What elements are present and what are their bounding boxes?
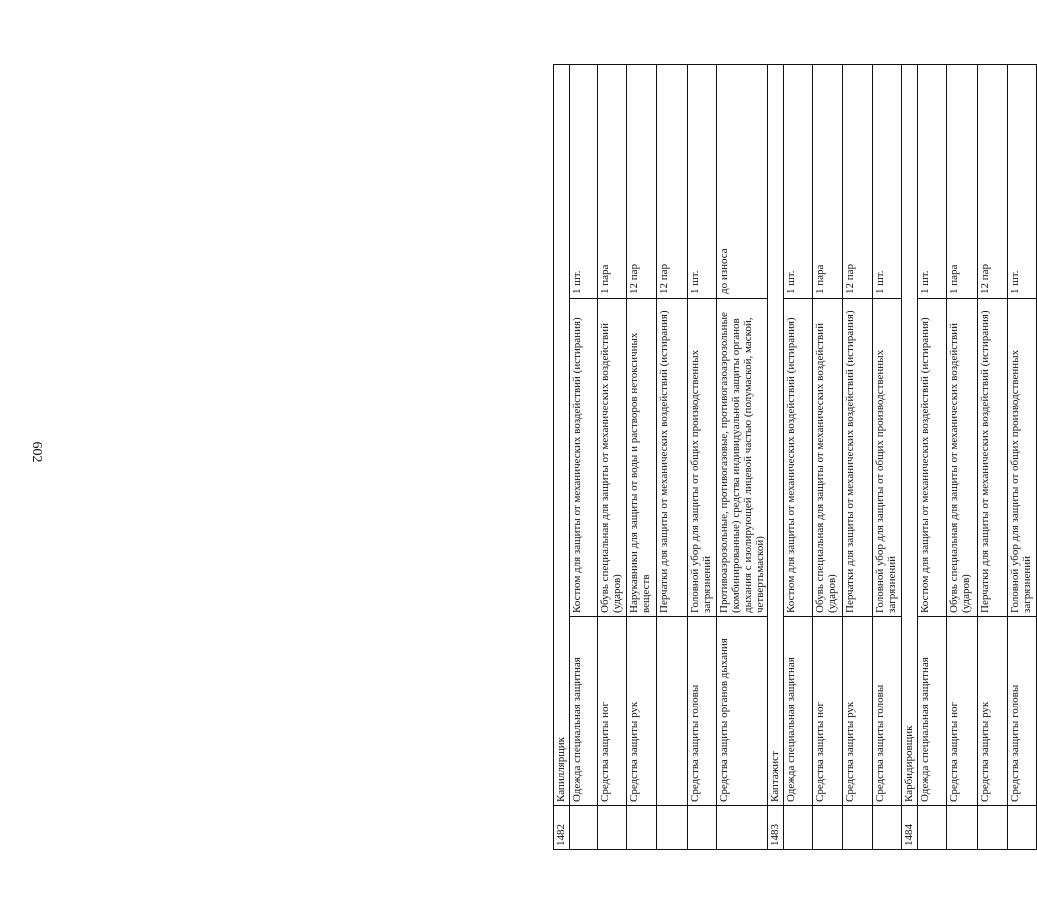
empty-cell [784, 806, 813, 850]
empty-cell [813, 806, 843, 850]
ppe-quantity: 1 пара [598, 65, 627, 299]
ppe-category: Одежда специальная защитная [784, 617, 813, 806]
profession-row [554, 65, 570, 850]
entry-number: 1482 [554, 806, 570, 850]
ppe-quantity: 12 пар [657, 65, 688, 299]
profession-row [768, 65, 784, 850]
ppe-category: Средства защиты рук [627, 617, 657, 806]
ppe-item-name: Нарукавники для защиты от воды и растворов нетоксичных веществ [627, 299, 657, 617]
ppe-category: Средства защиты ног [947, 617, 978, 806]
ppe-category: Средства защиты рук [843, 617, 873, 806]
table-row [978, 65, 1008, 850]
ppe-item-name: Костюм для защиты от механических воздействий (истирания) [784, 299, 813, 617]
ppe-quantity: 1 пара [947, 65, 978, 299]
table-body [554, 65, 1037, 850]
ppe-quantity: 12 пар [627, 65, 657, 299]
ppe-category: Средства защиты рук [978, 617, 1008, 806]
ppe-quantity: 1 пара [813, 65, 843, 299]
table-row [627, 65, 657, 850]
table-row [947, 65, 978, 850]
ppe-quantity: 1 шт. [784, 65, 813, 299]
ppe-item-name: Обувь специальная для защиты от механических воздействий (ударов) [947, 299, 978, 617]
empty-cell [627, 806, 657, 850]
table-row [784, 65, 813, 850]
empty-cell [717, 806, 768, 850]
table-row [717, 65, 768, 850]
profession-name: Капиллярщик [554, 65, 570, 806]
table-row [813, 65, 843, 850]
profession-name: Каптажист [768, 65, 784, 806]
empty-cell [598, 806, 627, 850]
ppe-item-name: Головной убор для защиты от общих производственных загрязнений [873, 299, 902, 617]
empty-cell [570, 806, 598, 850]
empty-cell [947, 806, 978, 850]
empty-cell [688, 806, 717, 850]
ppe-quantity: 12 пар [843, 65, 873, 299]
table-row [688, 65, 717, 850]
ppe-norms-table [553, 64, 1037, 850]
ppe-quantity: 12 пар [978, 65, 1008, 299]
ppe-category: Средства защиты головы [688, 617, 717, 806]
ppe-quantity: 1 шт. [1008, 65, 1037, 299]
ppe-item-name: Обувь специальная для защиты от механических воздействий (ударов) [598, 299, 627, 617]
ppe-item-name: Перчатки для защиты от механических воздействий (истирания) [843, 299, 873, 617]
empty-cell [978, 806, 1008, 850]
empty-cell [1008, 806, 1037, 850]
empty-cell [843, 806, 873, 850]
table-row [918, 65, 947, 850]
ppe-item-name: Головной убор для защиты от общих производственных загрязнений [688, 299, 717, 617]
entry-number: 1483 [768, 806, 784, 850]
ppe-quantity: 1 шт. [688, 65, 717, 299]
empty-cell [873, 806, 902, 850]
profession-row [902, 65, 918, 850]
table-row [598, 65, 627, 850]
ppe-category: Средства защиты головы [873, 617, 902, 806]
ppe-item-name: Головной убор для защиты от общих производственных загрязнений [1008, 299, 1037, 617]
ppe-item-name: Костюм для защиты от механических воздействий (истирания) [918, 299, 947, 617]
ppe-category: Средства защиты органов дыхания [717, 617, 768, 806]
table-row [570, 65, 598, 850]
empty-cell [657, 806, 688, 850]
ppe-category: Средства защиты головы [1008, 617, 1037, 806]
ppe-quantity: до износа [717, 65, 768, 299]
ppe-category: Одежда специальная защитная [570, 617, 598, 806]
table-row [657, 65, 688, 850]
ppe-category: Средства защиты ног [598, 617, 627, 806]
ppe-quantity: 1 шт. [873, 65, 902, 299]
ppe-quantity: 1 шт. [570, 65, 598, 299]
profession-name: Карбидировщик [902, 65, 918, 806]
ppe-category: Средства защиты ног [813, 617, 843, 806]
table-row [873, 65, 902, 850]
ppe-category: Одежда специальная защитная [918, 617, 947, 806]
ppe-item-name: Противоаэрозольные, противогазовые, противогазоаэрозольные (комбинированные) средства индивидуальной защиты органов дыхания с изолирующей лицевой частью (полумаской, маской, четвертьмаской) [717, 299, 768, 617]
ppe-item-name: Перчатки для защиты от механических воздействий (истирания) [978, 299, 1008, 617]
table-row [843, 65, 873, 850]
ppe-item-name: Костюм для защиты от механических воздействий (истирания) [570, 299, 598, 617]
ppe-item-name: Обувь специальная для защиты от механических воздействий (ударов) [813, 299, 843, 617]
table-container [93, 65, 1033, 850]
empty-cell [918, 806, 947, 850]
entry-number: 1484 [902, 806, 918, 850]
table-row [1008, 65, 1037, 850]
ppe-category [657, 617, 688, 806]
ppe-quantity: 1 шт. [918, 65, 947, 299]
page-number: 602 [29, 441, 44, 463]
ppe-item-name: Перчатки для защиты от механических воздействий (истирания) [657, 299, 688, 617]
